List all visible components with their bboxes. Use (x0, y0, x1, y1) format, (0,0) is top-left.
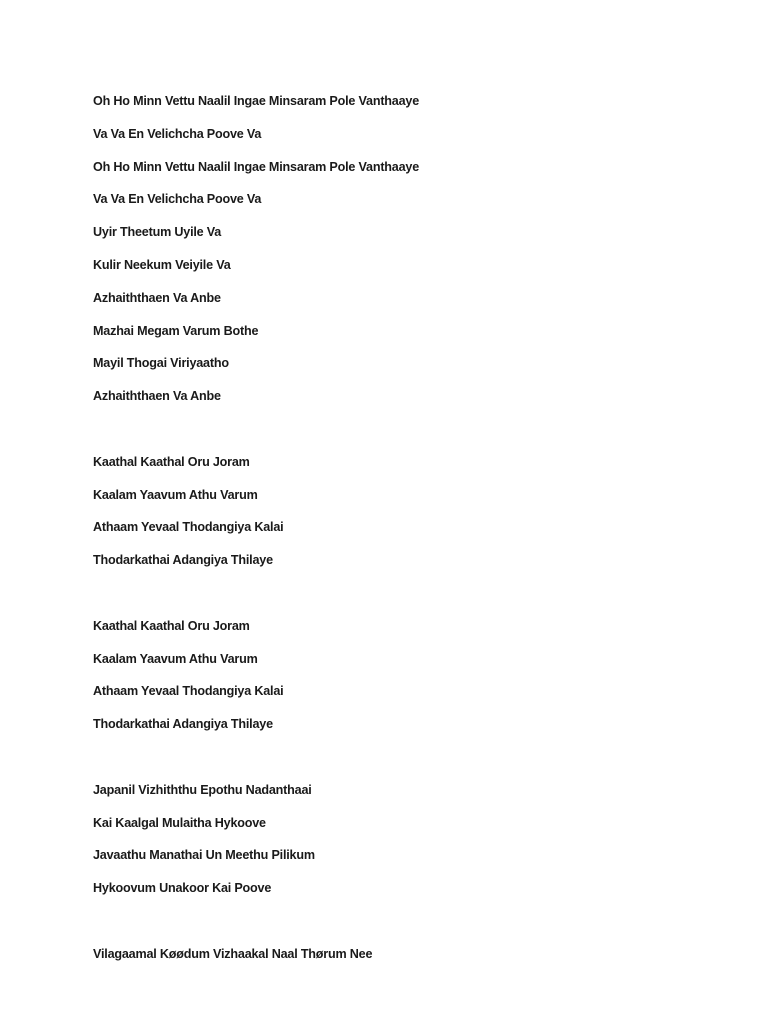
lyric-line: Kulir Neekum Veiyile Va (93, 257, 231, 272)
lyric-line: Kaathal Kaathal Oru Joram (93, 454, 250, 469)
lyric-line: Uyir Theetum Uyile Va (93, 225, 222, 240)
document-page (93, 92, 733, 978)
lyric-line: Kai Kaalgal Mulaitha Hykoove (93, 815, 266, 830)
lyric-line: Va Va En Velichcha Poove Va (93, 192, 262, 207)
lyric-line: Oh Ho Minn Vettu Naalil Ingae Minsaram Pole Vanthaaye (93, 159, 420, 174)
lyric-line: Kaalam Yaavum Athu Varum (93, 487, 258, 502)
lyric-line: Thodarkathai Adangiya Thilaye (93, 553, 273, 568)
lyric-line: Athaam Yevaal Thodangiya Kalai (93, 684, 284, 699)
lyric-line: Athaam Yevaal Thodangiya Kalai (93, 520, 284, 535)
lyric-line: Japanil Vizhiththu Epothu Nadanthaai (93, 782, 312, 797)
lyric-line: Mazhai Megam Varum Bothe (93, 323, 259, 338)
lyric-line: Va Va En Velichcha Poove Va (93, 126, 262, 141)
lyric-line: Javaathu Manathai Un Meethu Pilikum (93, 848, 315, 863)
lyric-line: Mayil Thogai Viriyaatho (93, 356, 229, 371)
lyric-line: Oh Ho Minn Vettu Naalil Ingae Minsaram Pole Vanthaaye (93, 94, 420, 108)
lyric-line: Vilagaamal Køødum Vizhaakal Naal Thørum Nee (93, 946, 373, 961)
lyric-line: Hykoovum Unakoor Kai Poove (93, 881, 272, 896)
blank-line (93, 584, 733, 617)
lyric-line: Thodarkathai Adangiya Thilaye (93, 717, 273, 732)
blank-line (93, 420, 733, 453)
lyric-line: Kaathal Kaathal Oru Joram (93, 618, 250, 633)
blank-line (93, 748, 733, 781)
lyric-line: Azhaiththaen Va Anbe (93, 290, 221, 305)
lyric-line: Azhaiththaen Va Anbe (93, 389, 221, 404)
lyric-line: Kaalam Yaavum Athu Varum (93, 651, 258, 666)
blank-line (93, 912, 733, 945)
